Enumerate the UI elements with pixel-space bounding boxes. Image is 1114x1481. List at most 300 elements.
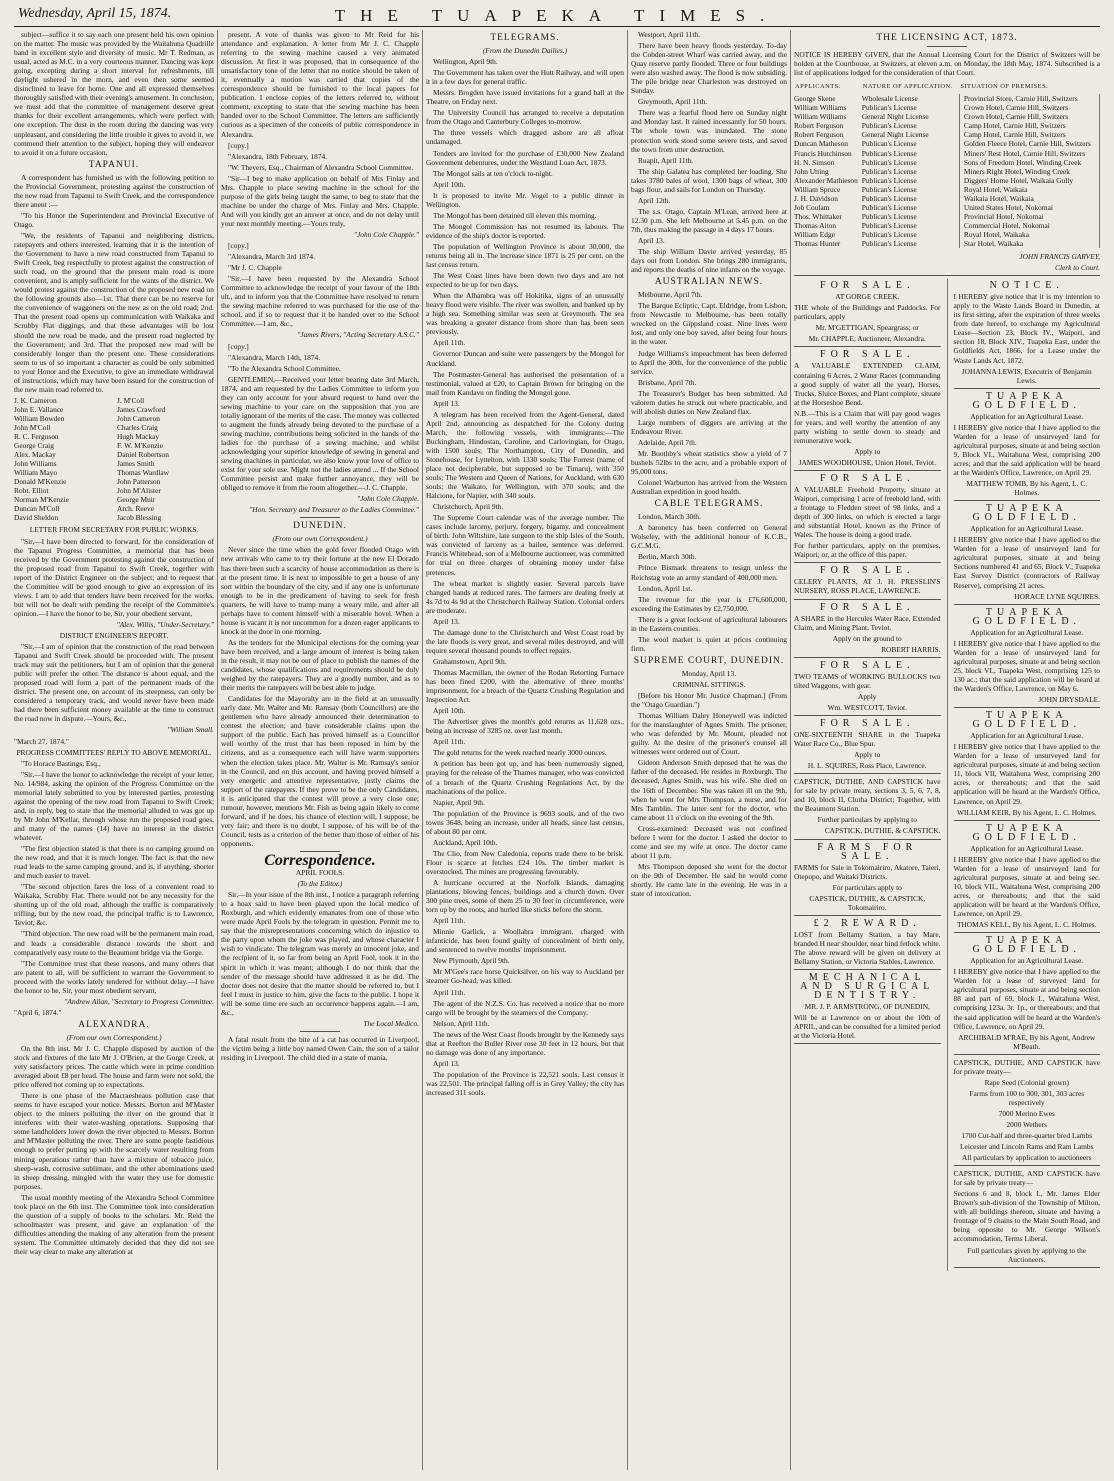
paragraph: Napier, April 9th.: [433, 797, 485, 807]
licensing-table-header: [794, 81, 1100, 94]
advertisement-line: N.B.—This is a Claim that will pay good wages for years, and well worthy the attention of any party wishing to settle down to steady and remunerative work.: [794, 408, 941, 445]
table-cell: Thos. Whittaker: [794, 211, 842, 221]
table-cell: Waikaia Hotel, Waikaia: [959, 194, 1099, 203]
paragraph: The Postmaster-General has authorised the presentation of a testimonial, valued at £20, to Captain Brown for bringing on the mail from Kandavu on finding the Mongol gone.: [426, 369, 624, 397]
table-cell: Provincial Hotel, Nokomai: [959, 212, 1099, 221]
advertisement-line: H. L. SQUIRES, Ross Place, Lawrence.: [807, 761, 927, 771]
table-row: [794, 194, 1100, 203]
paragraph: Never since the time when the gold fever flooded Otago with new arrivals who came to try their fortune at the new El Dorado has there been such a scarcity of house accommodation as there is at the present time. It is next to impossible to get a house of any sort within the boundary of the city, and if any one is unfortunate enough to be in the predicament of having to seek for fresh quarters, he will have to tramp many a weary mile, and after all perhaps have to content himself with a miserable hovel. When a house is vacant it is not uncommon for a dozen eager applicants to knock at the door in one morning.: [221, 545, 419, 636]
advertisement-heading: FOR SALE.: [820, 280, 915, 292]
paragraph: Nelson, April 11th.: [433, 1018, 490, 1028]
advertisement-line: 7000 Merino Ewes: [998, 1108, 1055, 1118]
advertisement-heading: TUAPEKA GOLDFIELD.: [972, 503, 1082, 524]
divider: [794, 657, 941, 658]
table-cell: Diggers' Home Hotel, Waikaia Gully: [959, 176, 1099, 185]
paragraph: The Clio, from New Caledonia, reports trade there to be brisk. Flour is scarce at fetches £24 10s. The timber market is overstocked. The mines are progressing favourably.: [426, 848, 624, 876]
paragraph: London, March 30th.: [638, 512, 701, 522]
advertisement: [794, 661, 941, 716]
divider: [954, 604, 1101, 605]
signatory-name: Hugh Mackay: [117, 432, 160, 442]
table-cell: Alexander Mathieson: [794, 175, 858, 185]
signatory-name: John Williams: [14, 459, 57, 469]
table-cell: Star Hotel, Waikaka: [959, 239, 1099, 248]
advertisement: [794, 843, 941, 916]
advertisement: [794, 777, 941, 839]
signatory-name: Arch. Reeve: [117, 504, 154, 514]
paragraph: "To the Alexandra School Committee.: [228, 363, 341, 373]
court-text: [631, 691, 787, 898]
paragraph: "Sir,—I have been directed to forward, for the consideration of the Tapanui Progress Committee, a memorial that has been received by the Government protesting against the construction of the proposed road from Tapanui to Swift Creek, together with report of the District Engineer on the subject; and to request that the Committee will be good enough to give an expression of its views. I am to add that tenders have been received for the works, but will not be dealt with pending the receipt of the Committee's opinion.—I have the honor to be, Sir, your obedient servant,: [14, 536, 214, 618]
table-cell: H. N. Simson: [794, 157, 835, 167]
paragraph: Candidates for the Mayoralty are in the field at an unusually early date. Mr. Walter and Mr. Ramsay (both Councillors) are the gentlemen who have already announced their determination to contest the election; and have considerable claims upon the support of the public. Each has proved himself as a Councillor well worthy of the trust that has been reposed in him by the citizens, and as a consequence each will have warm supporters when the election takes place. Mr. Walter is Mr. Ramsay's senior in the Council, and on this account, and having proved himself a very energetic and attentive representative, justly claims the support of the ratepayers. If they prove to be the only Candidates, it is anticipated that the contest will prove a very close one; rumour, however, mentions Mr. Fish as being again likely to come forward, and if he does, his chance of election will, I suppose, be very fair; and there is no doubt, I suppose, of his will be of the Council, tests as a criterion of the better than those of either of his opponents.: [221, 694, 419, 848]
paragraph: April 13.: [433, 398, 460, 408]
paragraph: The population of the Province is 9693 souls, and of the two towns 3648, being an increase, under all heads, since last census, of about 80 per cent.: [426, 808, 624, 836]
column-1: [14, 30, 214, 1475]
paragraph: "The Committee trust that these reasons, and many others that are patent to all, will be sufficient to warrant the Government to proceed with the works lately tendered for without delay.—I have the honor to be, Sir, your most obedient servant,: [14, 958, 214, 995]
table-header-cell: APPLICANTS.: [795, 83, 841, 91]
paragraph: The s.s. Otago, Captain M'Lean, arrived here at 12.30 p.m. She left Melbourne at 5.45 p.m. on the 7th, thus making the passage in 4 days 17 hours.: [631, 206, 787, 234]
advertisement-heading: FOR SALE.: [820, 472, 915, 484]
licensing-heading: THE LICENSING ACT, 1873.: [876, 33, 1018, 43]
signatory-name: J. K. Cameron: [14, 395, 57, 405]
paragraph: April 10th.: [433, 706, 466, 716]
table-cell: Publican's License: [861, 220, 917, 230]
advertisement-line: CAPSTICK, DUTHIE, AND CAPSTICK have for sale by private treaty, sections 3, 5, 6, 7, 8, and 10, block II, Clutha District; Together, with the Beaumont Station.: [794, 777, 941, 814]
divider: [794, 773, 941, 774]
alexandra-letters: [221, 30, 419, 228]
paragraph: Thomas Macmillan, the owner of the Rodan Retorting Furnace has been fined £200, with the alternative of three months' imprisonment, for a breach of the Quartz Crushing Regulation and Inspection Act.: [426, 668, 624, 705]
cable-text: [631, 512, 787, 653]
advertisement-line: HORACE LYNE SQUIRES.: [1014, 591, 1100, 601]
advertisement-line: JOHN DRYSDALE.: [1038, 695, 1100, 705]
table-row: [794, 149, 1100, 158]
news-item: A fatal result from the bite of a cat has occurred in Liverpool, the victim being a little boy named Owen Cain, the son of a tailor residing in Liverpool. The child died in a state of mania.: [221, 1034, 419, 1062]
table-cell: Commercial Hotel, Nokomai: [959, 221, 1099, 230]
table-cell: United States Hotel, Nokomai: [959, 203, 1099, 212]
paragraph: There is one phase of the Macraesheaus pollution case that seems to have escaped your notice. Messrs. Borton and M'Master object to the miners polluting the river on the ground that it interferes with their water-washing operations. Supposing that some landholders lower down the river objected to Messrs. Borton and M'Master polluting the river. There are some people fastidious enough to prefer putting up with the scarcely water resulting from mining operations rather than have a mixture of tobacco juice, sheep-wash, corrosive sublimate, and the other abominations used in sheep dressing, mingled with the water they use for domestic purposes.: [14, 1091, 214, 1191]
advertisement: [794, 566, 941, 599]
advertisement-line: Wm. WESTCOTT, Teviot.: [827, 702, 907, 712]
table-cell: William Spruce: [794, 184, 841, 194]
table-cell: Publican's License: [861, 211, 917, 221]
paragraph: April 12th.: [638, 195, 671, 205]
signatory-name: James Crawford: [117, 404, 166, 414]
table-cell: Royal Hotel, Waikaia: [959, 185, 1099, 194]
table-row: [794, 221, 1100, 230]
divider: [954, 707, 1101, 708]
divider: [794, 470, 941, 471]
masthead: [14, 4, 1100, 27]
alexandra-letters: [221, 241, 419, 328]
column-5: [794, 30, 1100, 1475]
divider: [954, 820, 1101, 821]
advertisement-heading: FOR SALE.: [820, 565, 915, 577]
paragraph: The ship Galatea has completed her loading. She takes 3780 bales of wool, 1300 bags of wheat, 300 bags flour, and sails for London on Thursday.: [631, 166, 787, 194]
paragraph: "Mr J. C. Chapple: [228, 263, 282, 273]
divider: [794, 839, 941, 840]
signature: "John Cole Chapple.: [356, 494, 419, 504]
advertisement-line: CAPSTICK, DUTHIE, AND CAPSTICK have for private treaty—: [953, 1057, 1100, 1076]
paragraph: The Supreme Court calendar was of the average number. The cases include larceny, perjury, forgery, bigamy, and concealment of birth. John Wiltshire, late surgeon to the ship Isles of the South, was convicted of larceny as a bailee, sentence was deferred. Francis Whitehead, son of a Melbourne auctioneer, was committed for trial on three charges of obtaining money under false pretences.: [426, 513, 624, 577]
signatory-name: James Smith: [117, 459, 155, 469]
ads-left-column: [794, 279, 941, 1271]
table-cell: Crown Hotel, Carnie Hill, Switzers: [959, 112, 1099, 121]
table-cell: Publican's License: [861, 193, 917, 203]
section-heading-dunedin: DUNEDIN.: [293, 521, 347, 532]
paragraph: The usual monthly meeting of the Alexandra School Committee took place on the 6th inst. The Committee took into consideration the question of a supply of books to the scholars. Mr. Reid the schoolmaster was present, and gave an explanation of the difficulties attending the making of any alteration from the present system. The Committee ultimately decided that they did not see their way clear to make any alteration at: [14, 1192, 214, 1256]
paragraph: [copy.]: [228, 341, 249, 351]
advertisement-line: Farms from 100 to 300, 301, 303 acres respectively: [969, 1088, 1085, 1107]
paragraph: [copy.]: [228, 140, 249, 150]
paragraph: The wheat market is slightly easier. Several parcels have changed hands at reduced rates. The farmers are dealing freely at 4s 7d to 4s 9d at the Christchurch Railway Station. Colonial orders are moderate.: [426, 578, 624, 615]
paragraph: The revenue for the year is £76,600,000, exceeding the Estimates by £2,750,000.: [631, 594, 787, 613]
paragraph: The Treasurer's Budget has been submitted. Ad valorem duties he struck out where practicable, and will abolish duties on New Zealand flax.: [631, 388, 787, 416]
advertisement-heading: FOR SALE.: [820, 601, 915, 613]
licensing-notice: NOTICE IS HEREBY GIVEN, that the Annual Licensing Court for the District of Switzers will be holden at the Courthouse, at Switzers, at eleven a.m. on Monday, the 18th May, 1874. Subscribed is a list of applications lodged for the consideration of that Court.: [794, 50, 1100, 78]
advertisement-line: I HEREBY give notice that I have applied to the Warden for a lease of unsurveyed land for agricultural purposes, situate at and being sec. 10, block VII., Waitahuna West, comprising 200 acres, or thereabouts; and that the said application will be heard at the Warden's Office, Lawrence, on April 29.: [953, 854, 1100, 919]
subheading: CRIMINAL SITTINGS.: [672, 680, 746, 689]
table-cell: Provincial Store, Carnie Hill, Switzers: [959, 94, 1099, 103]
table-cell: John Utting: [794, 166, 829, 176]
signatory-name: John M'Alister: [117, 486, 161, 496]
paragraph: April 13.: [433, 1058, 460, 1068]
subheading: DISTRICT ENGINEER'S REPORT.: [59, 631, 169, 640]
advertisement-line: LOST from Bellamy Station, a bay Mare, branded H near shoulder, near hind fetlock white. The above reward will be given on delivery at Bellamy Station, or Victoria Stables, Lawrence.: [794, 929, 941, 967]
advertisement: [794, 973, 941, 1044]
table-cell: William Williams: [794, 112, 847, 122]
section-heading-tapanui: TAPANUI.: [88, 159, 140, 170]
table-cell: Thomas Hunter: [794, 238, 841, 248]
advertisement-line: JOHANNA LEWIS, Executrix of Benjamin Lewis.: [961, 366, 1092, 385]
advertisement-line: I HEREBY give notice that I have applied to the Warden for a lease of unsurveyed land for agricultural purposes, situate at and being section 9, Block VI., Waitahuna West, comprising 200 acres; and that the said application will be heard at the Warden's Office, Lawrence, on April 29.: [953, 422, 1100, 478]
paragraph: Governor Duncan and suite were passengers by the Mongol for Auckland.: [426, 349, 624, 368]
signatory-name: Alex. Mackay: [14, 450, 56, 460]
signature: "Andrew Allan, "Secretary to Progress Committee.: [64, 996, 214, 1006]
advertisement-heading: FARMS FOR SALE.: [817, 841, 918, 862]
paragraph: Mr. Boothby's wheat statistics show a yield of 7 bushels 52lbs to the acre, and a probable export of 95,000 tons.: [631, 448, 787, 477]
paragraph: GENTLEMEN,—Received your letter bearing date 3rd March, 1874, and am requested by the Ladies Committee to inform you they can only account for your absurd request to hand over the sewing machine to your care on the supposition that you are totally ignorant of the merits of the case. The money was collected to augment the funds already being devoted to the purchase of a sewing machine, contributions being solicited in the hands of the ladies for the purchase of a sewing machine, and whilst acknowledging your superior knowledge of sewing in general and sewing machines in particular, we also know your love of office to exist for your sole use. Might not the ladies attend ... If the School Committee persist and make further annoyance, they will be obliged to remove it from the room altogether.—J. C. Chapple.: [221, 374, 419, 493]
signatory-name: John Patterson: [117, 477, 161, 487]
advertisement-line: Application for an Agricultural Lease.: [970, 524, 1084, 534]
advertisement-line: Apply to: [854, 446, 881, 456]
table-row: [794, 239, 1100, 248]
advertisement-line: Application for an Agricultural Lease.: [970, 731, 1084, 741]
table-cell: Camp Hotel, Carnie Hill, Switzers: [959, 121, 1099, 130]
table-row: [794, 230, 1100, 239]
advertisement: [794, 719, 941, 774]
advertisement-line: Sections 6 and 8, block I., Mr. James Elder Brown's sub-division of the Township of Milton, with all buildings thereon, situate and having a frontage of 9 chains to the Main South Road, and being opposite to Mr. George Wilson's accommodation, Terms Liberal.: [953, 1189, 1100, 1244]
column-4: [631, 30, 787, 1475]
advertisement-line: Mr. M'GETTIGAN, Speargrass; or: [815, 323, 919, 333]
paragraph: Thomas William Daley Honeywell was indicted for the manslaughter of Agnes Smith. The prisoner, who was defended by Mr. Mount, pleaded not guilty. At the desire of the prisoner's counsel all witnesses were ordered out of Court.: [631, 711, 787, 757]
advertisement: [794, 919, 941, 970]
signatory-name: John E. Vallance: [14, 404, 64, 414]
advertisement-heading: FOR SALE.: [820, 659, 915, 671]
divider: [794, 969, 941, 970]
byline: (To the Editor.): [297, 879, 343, 889]
paragraph: A telegram has been received from the Agent-General, dated April 2nd, announcing as despatched for the Colony during March, the following vessels, with immigrants:—The Buckingham, Hindostan, Caroline, and Carlovingian, for Otago, with 1500 souls; The Northampton, City of Dunedin, and Stonehouse, for Lyttelton, with 1330 souls; The Forrest (name of place not decipherable, but supposed to be Timaru), with 350 souls; The Western and Queen of Nations, for Auckland, with 630 souls; the Waikato, for Wellington, with 370 souls; and the Halcione, for Napier, with 340 souls.: [426, 409, 624, 501]
signatory-name: David Sheldon: [14, 513, 59, 523]
paragraph: "Alexandra, 18th February, 1874.: [228, 151, 328, 161]
advertisement-line: TWO TEAMS of WORKING BULLOCKS two tilted Waggons, with gear.: [794, 671, 941, 690]
column-rule: [627, 30, 628, 1470]
paragraph: "Alexandra, March 3rd 1874.: [228, 252, 315, 262]
paragraph: Westport, April 11th.: [638, 30, 700, 39]
paragraph: New Plymouth, April 9th.: [433, 956, 510, 966]
advertisement: [794, 603, 941, 658]
paragraph: "Sir,—I have been requested by the Alexandra School Committee to acknowledge the receipt of your favour of the 18th ult., and to inform you that the Committee have resolved to return the sewing machine referred to was purchased for the use of the school, and if so to request that it be handed over to the School Committee.—I am, &c.,: [221, 274, 419, 329]
paragraph: "W. Theyers, Esq., Chairman of Alexandra School Committee.: [228, 162, 414, 172]
advertisement: [954, 1058, 1101, 1166]
paragraph: Mrs Thompson deposed she went for the doctor on the 9th of December. He said he would come shortly. He came late in the evening. He was in a state of intoxication.: [631, 861, 787, 899]
signature: Clerk to Court.: [1055, 263, 1100, 273]
date-line: "March 27, 1874.": [14, 736, 69, 746]
paragraph: "Sir,—I am of opinion that the construction of the road between Tapanui and Swift Creek should be proceeded with. The present track may suit the petitioners, but I am of opinion that the general public will prefer the other. The distance is about equal, and the proposed road will form a part of the permanent roads of the district. The present one, on account of its steepness, can only be considered a temporary track, and would never have been made had there been sufficient money available at the time to construct the road now in dispute.—Yours, &c.,: [14, 642, 214, 724]
paragraph: April 11th.: [433, 338, 466, 348]
signatory-name: George Muir: [117, 495, 156, 505]
advertisement-line: CAPSTICK, DUTHIE, & CAPSTICK, Tokomairiro.: [809, 893, 926, 912]
subheading: APRIL FOOLS.: [295, 868, 345, 878]
table-cell: Publican's License: [861, 157, 917, 167]
signature: "William Small.: [167, 725, 214, 735]
advertisement-line: Apply to: [854, 750, 881, 760]
section-heading-telegrams: TELEGRAMS.: [490, 33, 560, 43]
paragraph: "Sir—I beg to make application on behalf of Mrs Finlay and Mrs. Chapple to place sewing machine in the school for the purpose of the girls being taught the same, to beg to state that the machine be under the charge of Mrs. Finlay and Mrs. Chapple. And will you kindly get an answer at once, and do not delay until your next monthly meeting.—Yours truly,: [221, 173, 419, 228]
signature: "Alex. Willis, "Under-Secretary.": [116, 619, 214, 629]
paragraph: The West Coast lines have been down two days and are not expected to be up for two days.: [426, 271, 624, 290]
table-cell: Publican's License: [861, 148, 917, 158]
divider: [794, 275, 1100, 276]
signatory-name: Daniel Robertson: [117, 450, 169, 460]
column-rule: [422, 30, 423, 1470]
paragraph: Tenders are invited for the purchase of £30,000 New Zealand Government debentures, under the Westland Loan Act, 1873.: [426, 148, 624, 167]
signature: JOHN FRANCIS GARVEY,: [1019, 252, 1100, 262]
paragraph: Messrs. Brogden have issued invitations for a grand ball at the Theatre, on Friday next.: [426, 88, 624, 107]
table-cell: Thomas Aiton: [794, 220, 837, 230]
paragraph: The population of the Province is 22,521 souls. Last census it was 22,501. The principal falling off is in Grey Valley; the city has increased 311 souls.: [426, 1069, 624, 1097]
divider: [954, 500, 1101, 501]
table-row: [794, 112, 1100, 121]
table-header-cell: SITUATION OF PREMISES.: [960, 83, 1049, 91]
paragraph: The population of Wellington Province is about 30,000, the returns being all in. The increase since 1871 is 25 per cent. on the last census return.: [426, 241, 624, 270]
paragraph: April 11th.: [433, 987, 466, 997]
divider: [954, 932, 1101, 933]
paragraph: The Government has taken over the Hutt Railway, and will open it in a few days for general traffic.: [426, 68, 624, 87]
signature: "John Cole Chapple.": [353, 229, 419, 239]
paragraph: "Alexandra, March 14th, 1874.: [228, 352, 321, 362]
signatory-name: William Mayo: [14, 468, 58, 478]
paragraph: Judge Williams's impeachment has been deferred to April the 30th, for the convenience of the public service.: [631, 348, 787, 376]
paragraph: "To Horace Bastings, Esq.,: [21, 758, 101, 768]
table-cell: Royal Hotel, Waikaka: [959, 230, 1099, 239]
table-row: [794, 212, 1100, 221]
paragraph: The Mongol sails at ten o'clock to-night.: [433, 168, 553, 178]
divider: [954, 1054, 1101, 1055]
advertisement-line: I HEREBY give notice that I have applied to the Warden for a lease of unsurveyed land for agricultural purposes, situate at and being section 11, block VII, Waitahuna West, comprising 200 acres, or thereabouts; and that the said application will be heard at the Warden's Office, Lawrence, on April 29.: [953, 742, 1100, 806]
paragraph: The damage done to the Christchurch and West Coast road by the late floods is very great, and several miles destroyed, and will require several thousand pounds to effect repairs.: [426, 627, 624, 655]
dunedin-text: [221, 545, 419, 848]
advertisement-line: CAPSTICK, DUTHIE, & CAPSTICK.: [824, 826, 941, 836]
advertisement-heading: TUAPEKA GOLDFIELD.: [972, 935, 1082, 956]
table-cell: Publican's License: [861, 229, 917, 239]
paragraph: "The second objection fares the loss of a convenient road to Waikaka, Scrubby Flat. There would not be any necessity for the shutting up of the old road, although the traffic is comparatively trifling, but by the new road, the principal traffic is to Lawrence, Teviot, &c.: [14, 882, 214, 928]
table-cell: Publican's License: [861, 238, 917, 248]
signatory-name: F. W. M'Kenzie: [117, 441, 163, 451]
advertisement-line: Full particulars given by applying to the Auctioneers.: [967, 1245, 1087, 1264]
paragraph: There was a fearful flood here on Sunday night and Monday last. It rained incessantly for 50 hours. The whole town was inundated. The stone protection work stood some severe tests, and saved the town from utter destruction.: [631, 108, 787, 154]
reply-text: [14, 759, 214, 995]
intro-text: [14, 30, 214, 157]
paragraph: A baronetcy has been conferred on General Wolseley, with the additional honour of K.C.B., G.C.M.G.: [631, 523, 787, 551]
newspaper-title: THE TUAPEKA TIMES.: [334, 6, 780, 25]
paragraph: [Before his Honor Mr. Justice Chapman.] (From the "Otago Guardian."): [631, 691, 787, 710]
paragraph: As the tenders for the Municipal elections for the coming year have been received, and a large amount of interest is being taken in the result, it may not be out of place to publish the names of the candidates, whose qualifications and requirements should be duly weighed by the ratepayers. They are a goodly number, and as to their merits the ratepayers will be best able to judge.: [221, 637, 419, 693]
paragraph: Cross-examined: Deceased was not confined before I went for the doctor. I asked the doctor to come and see my wife at once. The doctor came about 11 p.m.: [631, 823, 787, 860]
advertisement-line: A VALUABLE Freehold Property, situate at Waipori, comprising 1 acre of freehold land, with a frontage to Fledden street of 98 links, and a depth of 300 links, on which is erected a large and substantial Hotel, known as the Prince of Wales. The house is doing a good trade.: [794, 485, 941, 540]
advertisement: [954, 608, 1101, 708]
advertisement: [954, 711, 1101, 821]
advertisement-line: For further particulars, apply on the premises, Waipori; or, at the office of this paper.: [794, 541, 941, 560]
advertisement-line: Mr. CHAPPLE, Auctioneer, Alexandra.: [808, 334, 926, 344]
paragraph: Greymouth, April 11th.: [638, 97, 708, 107]
paragraph: The wool market is quiet at prices continuing firm.: [631, 634, 787, 653]
advertisement-heading: TUAPEKA GOLDFIELD.: [972, 822, 1082, 843]
advertisement-line: Will be at Lawrence on or about the 10th of APRIL, and can be consulted for a limited period at the Victoria Hotel.: [794, 1013, 941, 1041]
column-2: [221, 30, 419, 1475]
advertisement-line: Apply: [858, 691, 877, 701]
subheading: LETTER FROM SECRETARY FOR PUBLIC WORKS.: [29, 525, 199, 535]
advertisement-line: Application for an Agricultural Lease.: [970, 627, 1084, 637]
signatory-name: John M'Coll: [14, 422, 51, 432]
divider: [794, 1043, 941, 1044]
paragraph: "Sir,—I have the honor to acknowledge the receipt of your letter, No. 14/984, asking the opinion of the Progress Committee on the memorial lately submitted to you by interested parties, protesting against the opening of the new road from Tapanui to Swift Creek; and, in reply, beg to state that the memorial alluded to was got up by Mr John M'Kellar, through whose run the proposed road goes, and many of the names (14) have no interest in the district whatever.: [14, 769, 214, 842]
paragraph: Christchurch, April 9th.: [433, 502, 504, 512]
telegram-text: [631, 30, 787, 274]
advertisement-heading: TUAPEKA GOLDFIELD.: [972, 390, 1082, 411]
byline: (From our own Correspondent.): [66, 1032, 162, 1042]
paragraph: A correspondent has furnished us with the following petition to the Provincial Government, protesting against the construction of the new road from Tapanui to Swift Creek, and the correspondence there anent :—: [14, 172, 214, 209]
paragraph: [copy.]: [228, 241, 249, 251]
subheading: Monday, April 13.: [681, 668, 737, 678]
section-heading-supreme-court: SUPREME COURT, DUNEDIN.: [633, 655, 785, 666]
table-cell: Publican's License: [861, 184, 917, 194]
section-heading-cable: CABLE TELEGRAMS.: [654, 499, 764, 510]
paragraph: Auckland, April 10th.: [433, 837, 498, 847]
australian-news-text: [631, 290, 787, 496]
paragraph: The ship William Davie arrived yesterday, 85 days out from London. She brings 280 immigrants, and reports the deaths of nine infants on the voyage.: [631, 247, 787, 275]
signatory-name: Donald M'Kenzie: [14, 477, 67, 487]
paragraph: London, April 1st.: [638, 583, 693, 593]
advertisement-line: For particulars apply to: [832, 882, 902, 892]
table-row: [794, 121, 1100, 130]
advertisement-line: ONE-SIXTEENTH SHARE in the Tuapeka Water Race Co., Blue Spur.: [794, 730, 941, 749]
paragraph: "Third objection. The new road will be the permanent main road, and leads a considerable distance towards the short and comparatively easy route to the Beaumont bridge via the Gorge.: [14, 929, 214, 957]
paragraph: April 13.: [433, 616, 460, 626]
signatory-name: Norman M'Kenzie: [14, 495, 69, 505]
paragraph: The three vessels which dragged ashore are all afloat undamaged.: [426, 128, 624, 147]
licensing-table-body: [794, 94, 1100, 248]
paragraph: Berlin, March 30th.: [638, 552, 697, 562]
divider: [794, 715, 941, 716]
advertisement-line: MATTHEW TOMB, By his Agent, L. C. Holmes.: [966, 479, 1088, 498]
paragraph: April 13.: [638, 235, 665, 245]
table-cell: William Edge: [794, 229, 835, 239]
divider: [954, 1165, 1101, 1166]
column-rule: [790, 30, 791, 1470]
advertisement-line: I HEREBY give notice that I have applied to the Warden for a lease of unsurveyed land for agricultural purposes, situate at and being section 25, block VI., Tuapeka West, comprising 125 to 130 ac.; that the said application will be heard at the Warden's Office, Lawrence, on May 6.: [953, 638, 1100, 693]
table-cell: Sons of Freedom Hotel, Winding Creek: [959, 158, 1099, 167]
advertisement-line: MR. J. P. ARMSTRONG, OF DUNEDIN,: [804, 1002, 930, 1012]
paragraph: Prince Bismark threatens to resign unless the Reichstag vote an army standard of 400,000 men.: [631, 563, 787, 582]
advertisement-heading: FOR SALE.: [820, 718, 915, 729]
table-cell: Robert Ferguson: [794, 121, 844, 131]
table-row: [794, 203, 1100, 212]
advertisement: [794, 281, 941, 347]
table-cell: Miners' Rest Hotel, Carnie Hill, Switzers: [959, 149, 1099, 158]
signatory-name: Duncan M'Coll: [14, 504, 60, 514]
tapanui-text: [14, 173, 214, 394]
paragraph: Colonel Warburton has arrived from the Western Australian expedition in good health.: [631, 478, 787, 497]
paragraph: The University Council has arranged to receive a deputation from the Otago and Canterbury Colleges to-morrow.: [426, 108, 624, 127]
paragraph: There is a great lock-out of agricultural labourers in the Eastern counties.: [631, 614, 787, 633]
table-header-cell: NATURE OF APPLICATION.: [862, 83, 953, 91]
paragraph: There have been heavy floods yesterday. To-day the Cobden-street Wharf was carried away, and the Quay reserve partly flooded. Three or four buildings were also washed away. The flood is now subsiding. The pile bridge near Charleston was destroyed on Sunday.: [631, 41, 787, 96]
advertisement-line: THOMAS KELL, By his Agent, L. C. Holmes.: [956, 920, 1097, 930]
advertisement-heading: £2 REWARD.: [813, 917, 921, 929]
paragraph: "To his Honor the Superintendent and Provincial Executive of Otago.: [14, 210, 214, 229]
advertisement-heading: FOR SALE.: [820, 349, 915, 361]
telegram-text: [426, 57, 624, 1097]
advertisement: [794, 474, 941, 563]
table-cell: Publican's License: [861, 166, 917, 176]
paragraph: The Advertiser gives the month's gold returns as 11,628 ozs., being an increase of 3285 oz. over last month.: [426, 717, 624, 736]
column-3: [426, 30, 624, 1475]
advertisement-heading: TUAPEKA GOLDFIELD.: [972, 710, 1082, 731]
signatory-name: Robt. Elliot: [14, 486, 49, 496]
paragraph: It is proposed to invite Mr. Vogel to a public dinner in Wellington.: [426, 190, 624, 209]
divider: [794, 562, 941, 563]
paragraph: Grahamstown, April 9th.: [433, 656, 507, 666]
paragraph: Mr M'Gee's race horse Quicksilver, on his way to Auckland per steamer Go-head, was killed.: [426, 967, 624, 986]
table-cell: Golden Fleece Hotel, Carnie Hill, Switzers: [959, 139, 1099, 148]
paragraph: The gold returns for the week reached nearly 3000 ounces.: [433, 748, 607, 758]
divider: [954, 388, 1101, 389]
subheading: PROGRESS COMMITTEES' REPLY TO ABOVE MEMORIAL.: [16, 747, 212, 757]
advertisement-line: THE whole of the Buildings and Paddocks. For particulars, apply: [794, 303, 941, 322]
advertisement-line: CELERY PLANTS, AT J. H. PRESSLIN'S NURSERY, ROSS PLACE, LAWRENCE.: [794, 577, 941, 596]
section-heading-correspondence: Correspondence.: [264, 851, 376, 869]
date-line: "April 6, 1874.": [14, 1007, 62, 1017]
advertisement: [954, 504, 1101, 604]
advertisement-line: Rape Seed (Colonial grown): [984, 1077, 1069, 1087]
advertisement-line: AT GORGE CREEK.: [835, 292, 900, 302]
advertisement: [794, 350, 941, 471]
advertisement: [954, 392, 1101, 502]
paragraph: Sir,—In your issue of the 8th inst., I notice a paragraph referring to a hoax said to have been played upon the local medico of Roxburgh, and which evidently emanates from one of those who were made April Fools by the telegram in question. Permit me to say that the misrepresentations concerning which do injustice to the party upon whom the joke was played, and whose character I wish to vindicate. The telegram was merely an innocent joke, and the recipient of it, so far from being an April Fool, took it in the spirit in which it was meant; although I do not think that the sender of the message should have addressed it as he did. The doctor does not desire that the matter should be referred to, but I feel I must in justice to him, give the facts to the public. I hope it will be some time ere such an occurrence happens again.—I am, &c.,: [221, 890, 419, 1017]
table-cell: Miners Right Hotel, Winding Creek: [959, 167, 1099, 176]
advertisement-heading: NOTICE.: [989, 280, 1064, 292]
advertisement-line: I HEREBY give notice that I have applied to the Warden for a lease of unsurveyed land for agricultural purposes, situate at and being Sections numbered 41 and 65, Block V., Tuapeka East Survey District (contractors of Railway Reserve), comprising 21 acres.: [953, 535, 1100, 590]
paragraph: A hurricane occurred at the Norfolk Islands, damaging plantations, blowing fences, buildings and a church down. Over 300 pine trees, some of them 25 to 30 feet in circumference, were torn up by the roots, and hurled like sticks before the storm.: [426, 877, 624, 915]
advertisement-line: Application for an Agricultural Lease.: [970, 843, 1084, 853]
table-row: [794, 176, 1100, 185]
table-row: [794, 185, 1100, 194]
table-cell: Publican's License: [861, 202, 917, 212]
table-cell: Publican's License: [861, 175, 917, 185]
signature: "Hon. Secretary and Treasurer to the Ladies Committee.": [249, 505, 419, 515]
table-cell: General Night License: [861, 130, 929, 140]
byline: (From the Dunedin Dailies.): [482, 46, 568, 56]
